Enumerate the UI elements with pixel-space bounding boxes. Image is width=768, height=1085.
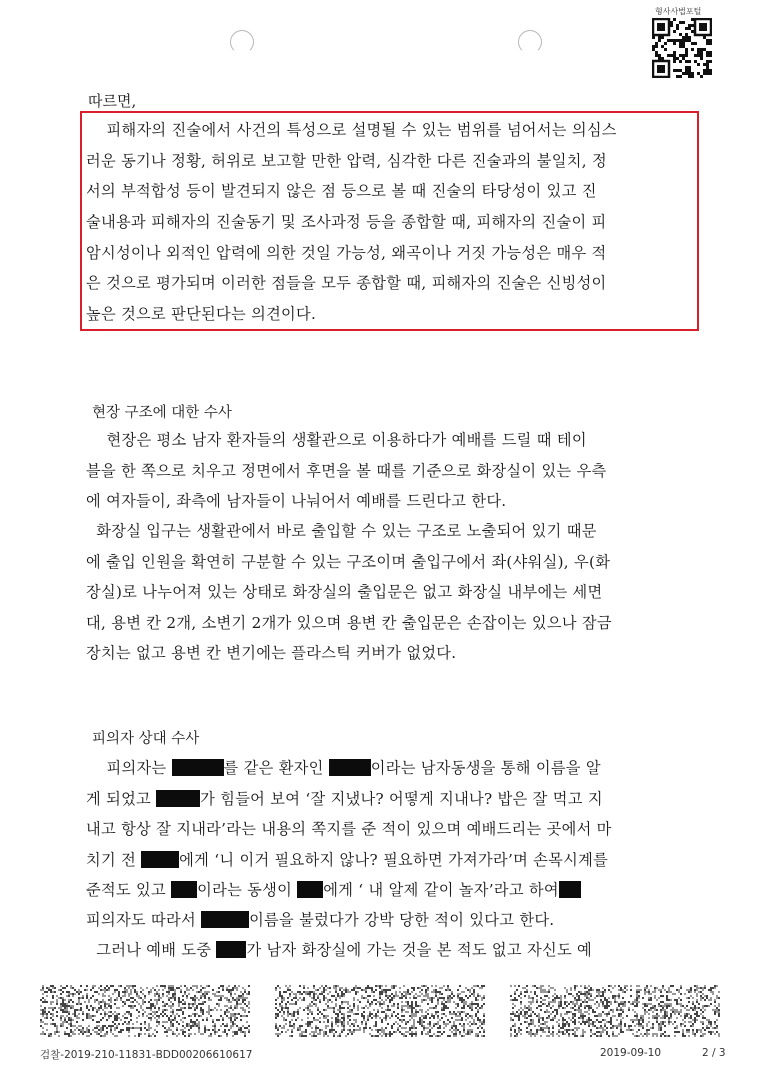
- site-line: 대, 용변 칸 2개, 소변기 2개가 있으며 용변 칸 출입문은 손잡이는 있으나 잠금: [86, 614, 612, 632]
- redaction: [559, 881, 581, 898]
- redaction: [329, 759, 371, 776]
- site-line: 장실)로 나누어져 있는 상태로 화장실의 출입문은 없고 화장실 내부에는 세면: [86, 583, 603, 601]
- opinion-line: 피해자의 진술에서 사건의 특성으로 설명될 수 있는 범위를 넘어서는 의심스: [86, 121, 617, 139]
- redaction: [171, 881, 197, 898]
- section-heading-suspect: 피의자 상대 수사: [92, 731, 200, 747]
- redaction: [141, 851, 179, 868]
- redaction: [156, 790, 200, 807]
- suspect-line: 내고 항상 잘 지내라’라는 내용의 쪽지를 준 적이 있으며 예배드리는 곳에서 마: [86, 820, 612, 838]
- opinion-line: 서의 부적합성 등이 발견되지 않은 점 등으로 볼 때 진술의 타당성이 있고 진: [86, 182, 597, 200]
- document-date: 2019-09-10: [600, 1047, 662, 1059]
- stamp-label: 형사사법포털: [655, 7, 702, 16]
- site-line: 장치는 없고 용변 칸 변기에는 플라스틱 커버가 없었다.: [86, 644, 457, 662]
- suspect-line: 게 되었고 가 힘들어 보여 ‘잘 지냈나? 어떻게 지내나? 밥은 잘 먹고 지: [86, 790, 603, 808]
- page-number: 2 / 3: [702, 1047, 726, 1059]
- redaction: [172, 759, 224, 776]
- scan-noise-band: [40, 985, 250, 1037]
- suspect-line: 치기 전 에게 ‘니 이거 필요하지 않나? 필요하면 가져가라’며 손목시계를: [86, 851, 609, 869]
- opinion-line: 러운 동기나 정황, 허위로 보고할 만한 압력, 심각한 다른 진술과의 불일치, 정: [86, 152, 607, 170]
- suspect-line: 그러나 예배 도중 가 남자 화장실에 가는 것을 본 적도 없고 자신도 예: [86, 941, 593, 959]
- suspect-line: 준적도 있고 이라는 동생이 에게 ‘ 내 알제 같이 놀자’라고 하여: [86, 879, 581, 900]
- site-line: 화장실 입구는 생활관에서 바로 출입할 수 있는 구조로 노출되어 있기 때문: [86, 522, 597, 540]
- punch-hole-right: [518, 30, 542, 54]
- opinion-line: 술내용과 피해자의 진술동기 및 조사과정 등을 종합할 때, 피해자의 진술이 피: [86, 213, 607, 231]
- site-line: 에 출입 인원을 확연히 구분할 수 있는 구조이며 출입구에서 좌(샤워실), 우(화: [86, 553, 611, 571]
- qr-code-icon: [652, 18, 712, 78]
- suspect-line: 피의자도 따라서 이름을 불렀다가 강박 당한 적이 있다고 한다.: [86, 911, 555, 929]
- scan-noise-band: [275, 985, 485, 1037]
- site-line: 에 여자들이, 좌측에 남자들이 나눠어서 예배를 드린다고 한다.: [86, 492, 507, 510]
- redaction: [216, 941, 246, 958]
- opinion-line: 은 것으로 평가되며 이러한 점들을 모두 종합할 때, 피해자의 진술은 신빙성이: [86, 274, 607, 292]
- punch-hole-left: [230, 30, 254, 54]
- scan-noise-band: [510, 985, 720, 1037]
- opinion-line: 높은 것으로 판단된다는 의견이다.: [86, 305, 317, 323]
- site-line: 현장은 평소 남자 환자들의 생활관으로 이용하다가 예배를 드릴 때 테이: [86, 431, 587, 449]
- opinion-line: 암시성이나 외적인 압력에 의한 것일 가능성, 왜곡이나 거짓 가능성은 매우 적: [86, 244, 607, 262]
- redaction: [297, 881, 323, 898]
- suspect-line: 피의자는 를 같은 환자인 이라는 남자동생을 통해 이름을 알: [86, 759, 601, 777]
- document-id: 검찰-2019-210-11831-BDD00206610617: [40, 1049, 253, 1061]
- section-heading-site: 현장 구조에 대한 수사: [92, 405, 232, 421]
- intro-text: 따르면,: [88, 92, 137, 110]
- site-line: 블을 한 쪽으로 치우고 정면에서 후면을 볼 때를 기준으로 화장실이 있는 우측: [86, 462, 607, 480]
- redaction: [201, 911, 249, 928]
